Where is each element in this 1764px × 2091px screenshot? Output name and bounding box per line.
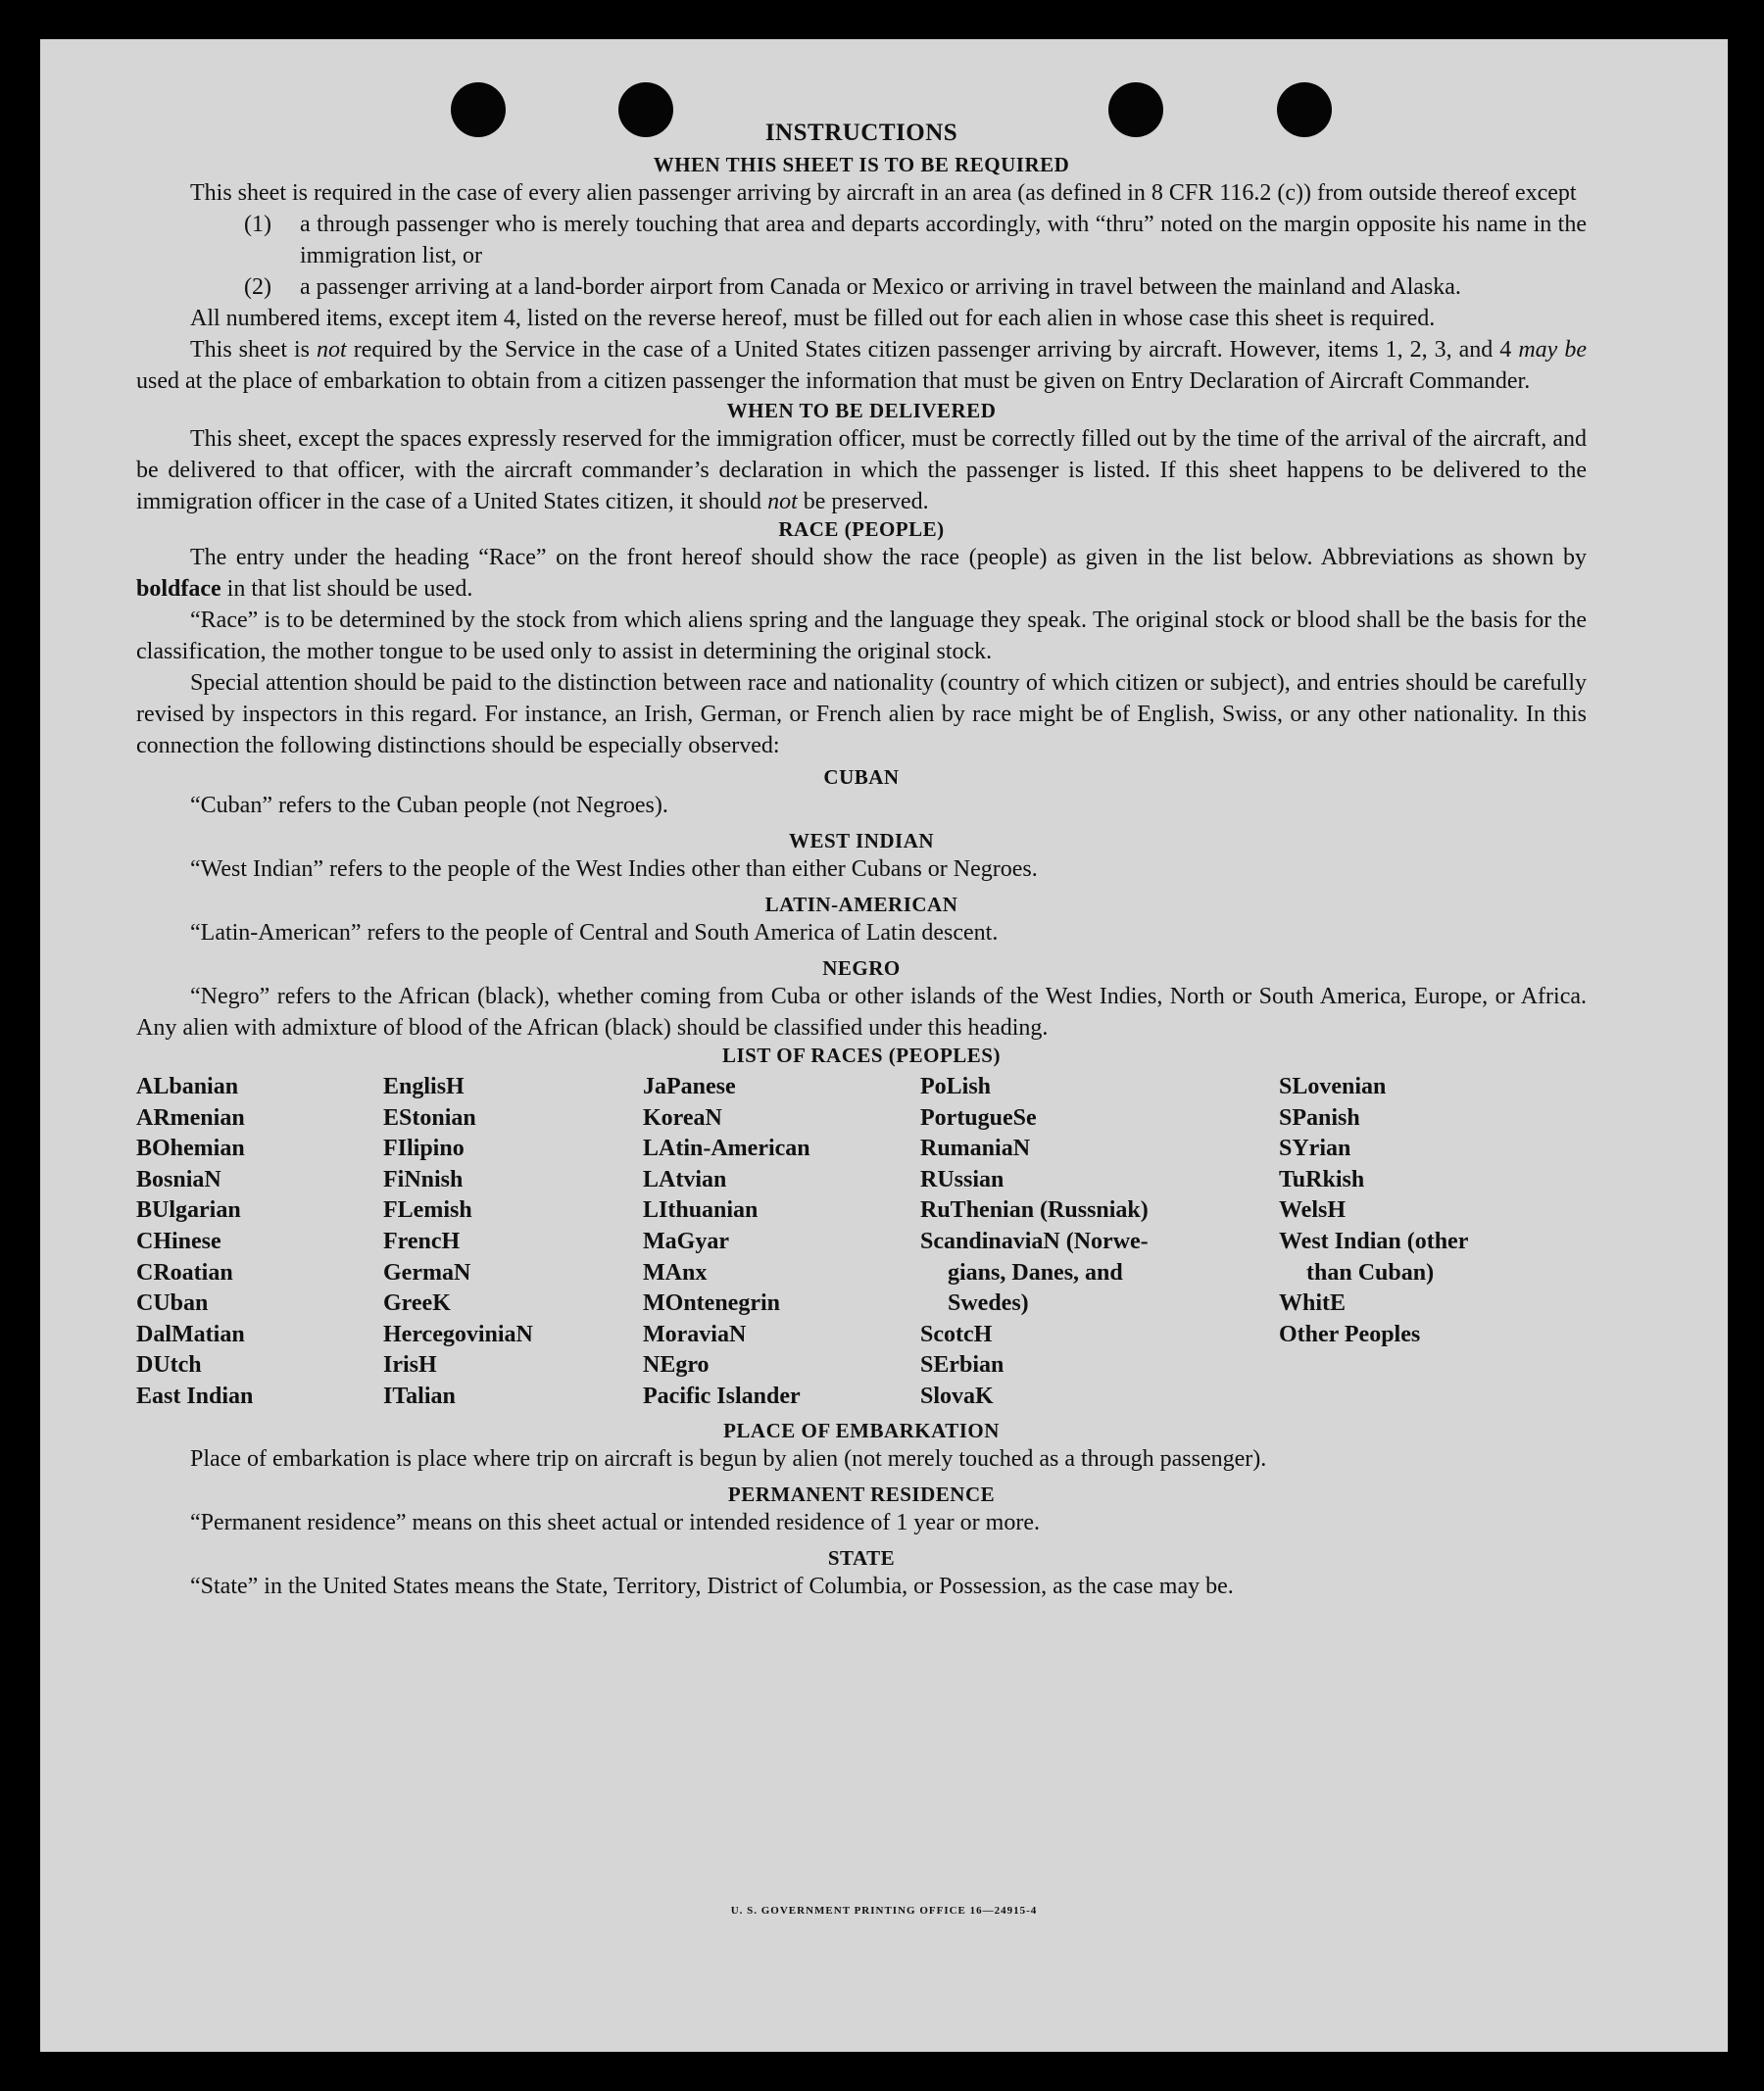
item-number: (2) <box>244 274 271 300</box>
race-column <box>136 1072 383 1413</box>
race-entry: SPanish <box>1279 1104 1360 1131</box>
race-entry: NEgro <box>643 1352 710 1379</box>
paragraph: Special attention should be paid to the distinction between race and nationality (country of which citizen or subject), and entries should be carefully revised by inspectors in this regard. For instance, an Irish, German, or French alien by race might be of English, Swiss, or any other nationality. In this connection the following distinctions should be especially observed: <box>136 670 1587 758</box>
race-entry: LAtin-American <box>643 1136 810 1162</box>
paragraph: This sheet is not required by the Service in the case of a United States citizen passenger arriving by aircraft. However, items 1, 2, 3, and 4 may be used at the place of embarkation to obtain from a citizen passenger the information that must be given on Entry Declaration of Aircraft Commander. <box>136 337 1587 394</box>
paragraph: “West Indian” refers to the people of the West Indies other than either Cubans or Negroes. <box>190 856 1038 882</box>
race-entry: LAtvian <box>643 1166 727 1192</box>
race-column <box>1279 1072 1553 1413</box>
race-entry: SErbian <box>920 1352 1004 1379</box>
paragraph: “State” in the United States means the State, Territory, District of Columbia, or Possession, as the case may be. <box>190 1573 1234 1599</box>
race-entry: PortugueSe <box>920 1104 1037 1131</box>
race-entry: MOntenegrin <box>643 1290 780 1317</box>
paragraph: “Permanent residence” means on this sheet actual or intended residence of 1 year or more. <box>190 1509 1040 1535</box>
section-heading: RACE (PEOPLE) <box>778 517 945 541</box>
race-entry: PoLish <box>920 1074 992 1099</box>
race-entry: FiNnish <box>383 1166 464 1192</box>
race-entry: GreeK <box>383 1290 451 1317</box>
race-entry: SlovaK <box>920 1383 994 1409</box>
race-entry: ARmenian <box>136 1104 245 1131</box>
race-entry: CRoatian <box>136 1259 233 1286</box>
race-entry: than Cuban) <box>1306 1259 1435 1286</box>
paragraph: “Race” is to be determined by the stock from which aliens spring and the language they speak. The original stock or blood shall be the basis for the classification, the mother tongue to be used only to assist in determining the original stock. <box>136 608 1587 664</box>
race-entry: CUban <box>136 1290 209 1317</box>
section-heading: STATE <box>827 1545 896 1570</box>
race-entry: ScandinaviaN (Norwe- <box>920 1228 1149 1254</box>
race-entry: SLovenian <box>1279 1074 1387 1099</box>
paragraph: All numbered items, except item 4, listed on the reverse hereof, must be filled out for each alien in whose case this sheet is required. <box>190 306 1436 331</box>
race-entry: GermaN <box>383 1259 471 1286</box>
race-column <box>920 1072 1204 1413</box>
race-column <box>383 1072 643 1413</box>
section-heading: WEST INDIAN <box>788 829 935 852</box>
paragraph: This sheet is required in the case of every alien passenger arriving by aircraft in an area (as defined in 8 CFR 116.2 (c)) from outside thereof except <box>190 180 1577 206</box>
race-entry: EnglisH <box>383 1074 465 1099</box>
race-entry: MAnx <box>643 1259 708 1286</box>
document-page <box>40 39 1728 2052</box>
section-heading: WHEN TO BE DELIVERED <box>726 399 997 422</box>
race-entry: CHinese <box>136 1228 221 1254</box>
paragraph: “Negro” refers to the African (black), whether coming from Cuba or other islands of the West Indies, North or South America, Europe, or Africa. Any alien with admixture of blood of the African (black) should be classified under this heading. <box>136 984 1587 1041</box>
race-entry: TuRkish <box>1279 1166 1365 1192</box>
item-number: (1) <box>244 212 271 237</box>
race-list <box>136 1072 1587 1413</box>
race-entry: Pacific Islander <box>643 1383 801 1409</box>
race-entry: EStonian <box>383 1104 476 1131</box>
paragraph: This sheet, except the spaces expressly reserved for the immigration officer, must be correctly filled out by the time of the arrival of the aircraft, and be delivered to that officer, with the aircraft commander’s declaration in which the passenger is listed. If this sheet happens to be delivered to the immigration officer in the case of a United States citizen, it should not be preserved. <box>136 426 1587 514</box>
item-text: a passenger arriving at a land-border airport from Canada or Mexico or arriving in travel between the mainland and Alaska. <box>300 274 1461 300</box>
race-entry: JaPanese <box>643 1074 736 1099</box>
race-entry: RUssian <box>920 1166 1004 1192</box>
race-entry: IrisH <box>383 1352 437 1379</box>
race-entry: Swedes) <box>948 1290 1029 1317</box>
race-entry: LIthuanian <box>643 1197 759 1224</box>
section-heading: CUBAN <box>823 765 900 789</box>
race-entry: gians, Danes, and <box>948 1259 1123 1286</box>
race-entry: KoreaN <box>643 1104 722 1131</box>
section-heading: WHEN THIS SHEET IS TO BE REQUIRED <box>653 153 1070 176</box>
section-heading: LIST OF RACES (PEOPLES) <box>722 1044 1001 1067</box>
race-entry: MaGyar <box>643 1228 729 1254</box>
race-entry: ALbanian <box>136 1074 239 1099</box>
race-entry: BosniaN <box>136 1166 221 1192</box>
race-entry: BUlgarian <box>136 1197 241 1224</box>
race-column <box>643 1072 920 1413</box>
race-entry: BOhemian <box>136 1136 245 1162</box>
race-entry: RumaniaN <box>920 1136 1031 1162</box>
race-entry: WelsH <box>1279 1197 1347 1224</box>
section-heading: LATIN-AMERICAN <box>764 893 958 916</box>
section-heading: NEGRO <box>822 956 901 980</box>
race-entry: East Indian <box>136 1383 254 1409</box>
race-entry: RuThenian (Russniak) <box>920 1197 1149 1224</box>
race-entry: ITalian <box>383 1383 456 1409</box>
instructions-body <box>136 120 1587 1602</box>
list-item <box>136 209 1587 271</box>
race-entry: DalMatian <box>136 1321 245 1347</box>
paragraph: “Latin-American” refers to the people of Central and South America of Latin descent. <box>190 920 999 946</box>
paragraph: Place of embarkation is place where trip on aircraft is begun by alien (not merely touched as a through passenger). <box>190 1445 1267 1472</box>
list-item <box>136 271 1587 303</box>
paragraph: The entry under the heading “Race” on the front hereof should show the race (people) as given in the list below. Abbreviations as shown by boldface in that list should be used. <box>136 545 1587 602</box>
race-entry: WhitE <box>1279 1290 1347 1317</box>
item-text: a through passenger who is merely touching that area and departs accordingly, with “thru” noted on the margin opposite his name in the immigration list, or <box>300 212 1587 268</box>
race-entry: DUtch <box>136 1352 202 1379</box>
race-entry: ScotcH <box>920 1321 993 1347</box>
paragraph: “Cuban” refers to the Cuban people (not Negroes). <box>190 793 668 818</box>
section-heading: PLACE OF EMBARKATION <box>723 1418 1000 1442</box>
race-entry: MoraviaN <box>643 1321 747 1347</box>
race-entry: HercegoviniaN <box>383 1321 533 1347</box>
race-entry: West Indian (other <box>1279 1228 1469 1254</box>
race-entry: SYrian <box>1279 1136 1351 1162</box>
race-entry: FIlipino <box>383 1136 465 1162</box>
race-entry: FrencH <box>383 1228 461 1254</box>
race-entry: Other Peoples <box>1279 1321 1421 1347</box>
page-title: INSTRUCTIONS <box>764 120 958 146</box>
printer-imprint: U. S. GOVERNMENT PRINTING OFFICE 16—24915-4 <box>730 1905 1038 1917</box>
section-heading: PERMANENT RESIDENCE <box>727 1482 996 1506</box>
race-entry: FLemish <box>383 1197 472 1224</box>
